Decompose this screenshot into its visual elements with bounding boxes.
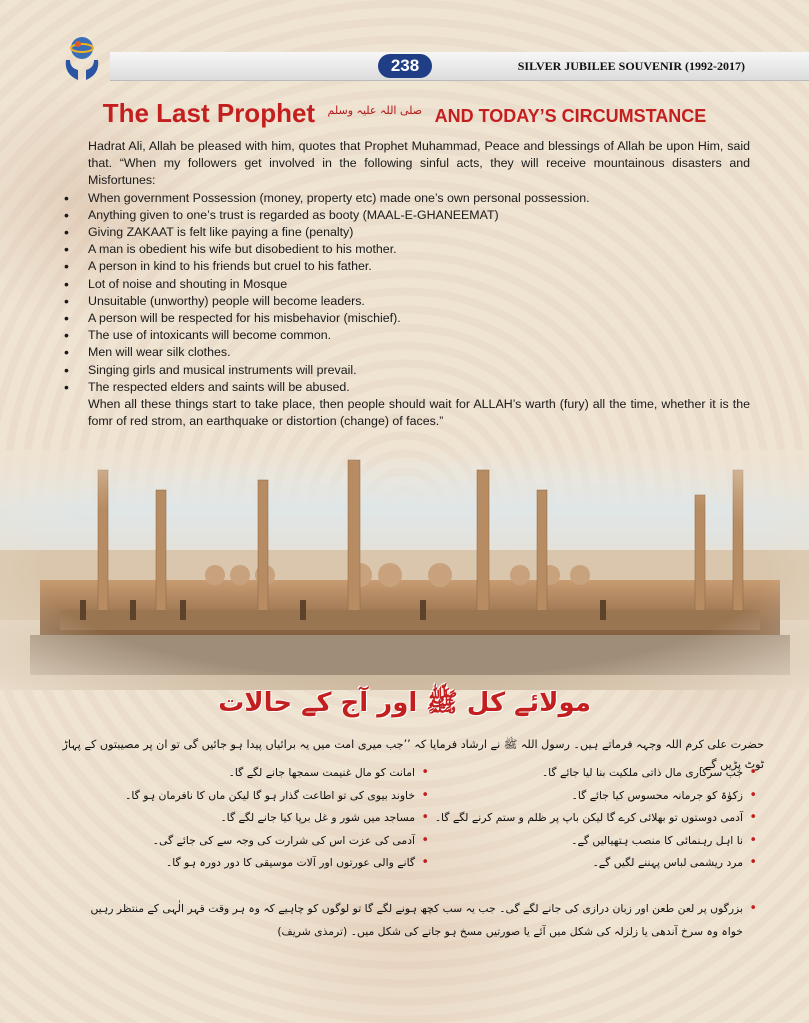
english-closing: When all these things start to take place, then people should wait for ALLAH’s warth (fury) all the time, whether it is the fomr of red strom, an earthquake or distortion (change) of faces.” (88, 397, 750, 429)
english-intro: Hadrat Ali, Allah be pleased with him, quotes that Prophet Muhammad, Peace and blessings of Allah be upon Him, said that. “When my followers get involved in the following sinful acts, they will receive mountainous disasters and Misfortunes: (88, 139, 750, 188)
list-item: • آدمی دوستوں تو بھلائی کرے گا لیکن باپ پر ظلم و ستم کرنے لگے گا۔ (407, 807, 757, 830)
list-item: • A man is obedient his wife but disobedient to his mother. (88, 241, 750, 258)
title-honorific: صلی اللہ علیہ وسلم (327, 104, 423, 117)
page-title (0, 98, 809, 129)
list-item: • When government Possession (money, property etc) made one’s own personal possession. (88, 190, 750, 207)
list-item: • جب سرکاری مال ذاتی ملکیت بنا لیا جائے گا۔ (407, 762, 757, 785)
list-item: • Singing girls and musical instruments will prevail. (88, 362, 750, 379)
mosque-photo (0, 450, 809, 690)
list-item: • Anything given to one’s trust is regarded as booty (MAAL-E-GHANEEMAT) (88, 207, 750, 224)
list-item: • The respected elders and saints will be abused. (88, 379, 750, 396)
urdu-closing-line-1: • بزرگوں پر لعن طعن اور زبان درازی کی جانے لگے گی۔ جب یہ سب کچھ ہونے لگے گا تو لوگوں کو چاہیے کہ وہ ہر وقت قہر الٰہی کے منتظر رہیں (157, 898, 757, 921)
list-item: • A person in kind to his friends but cruel to his father. (88, 258, 750, 275)
list-item: • The use of intoxicants will become common. (88, 327, 750, 344)
page-header (0, 0, 809, 88)
english-list (88, 190, 750, 396)
list-item: • خاوند بیوی کی تو اطاعت گذار ہو گا لیکن ماں کا نافرمان ہو گا۔ (129, 785, 429, 808)
list-item: • Lot of noise and shouting in Mosque (88, 276, 750, 293)
list-item: • زکوٰۃ کو جرمانہ محسوس کیا جائے گا۔ (407, 785, 757, 808)
hands-globe-logo-icon (56, 30, 108, 82)
urdu-left-column (125, 762, 429, 875)
urdu-intro: حضرت علی کرم اللہ وجہہ فرماتے ہیں۔ رسول اللہ ﷺ نے ارشاد فرمایا کہ ’’جب میری امت میں یہ برائیاں پیدا ہو جائیں گی تو ان پر مصیبتوں کے پہاڑ ٹوٹ پڑیں گے۔ (62, 738, 764, 771)
list-item: • آدمی کی عزت اس کی شرارت کی وجہ سے کی جائے گی۔ (129, 830, 429, 853)
list-item: • Unsuitable (unworthy) people will become leaders. (88, 293, 750, 310)
list-item: • A person will be respected for his misbehavior (mischief). (88, 310, 750, 327)
list-item: • Giving ZAKAAT is felt like paying a fine (penalty) (88, 224, 750, 241)
list-item: • نا اہل رہنمائی کا منصب ہتھیالیں گے۔ (407, 830, 757, 853)
list-item: • مساجد میں شور و غل برپا کیا جانے لگے گا۔ (129, 807, 429, 830)
urdu-closing-line-2: خواہ وہ سرخ آندھی یا زلزلہ کی شکل میں آئے یا صورتیں مسخ ہو جانے کی شکل میں۔ (ترمذی شریف) (277, 924, 743, 938)
page-number-badge: 238 (378, 54, 432, 78)
urdu-right-column (407, 762, 757, 875)
list-item: • امانت کو مال غنیمت سمجھا جانے لگے گا۔ (129, 762, 429, 785)
urdu-title: مولائے کل ﷺ اور آج کے حالات (218, 688, 591, 718)
list-item: • مرد ریشمی لباس پہننے لگیں گے۔ (407, 852, 757, 875)
title-main: The Last Prophet (102, 98, 316, 128)
urdu-closing (90, 898, 757, 943)
list-item: • Men will wear silk clothes. (88, 344, 750, 361)
souvenir-label: SILVER JUBILEE SOUVENIR (1992-2017) (517, 59, 745, 73)
list-item: • گانے والی عورتوں اور آلات موسیقی کا دور دورہ ہو گا۔ (129, 852, 429, 875)
title-rest: AND TODAY’S CIRCUMSTANCE (434, 106, 707, 126)
english-section (88, 138, 750, 430)
